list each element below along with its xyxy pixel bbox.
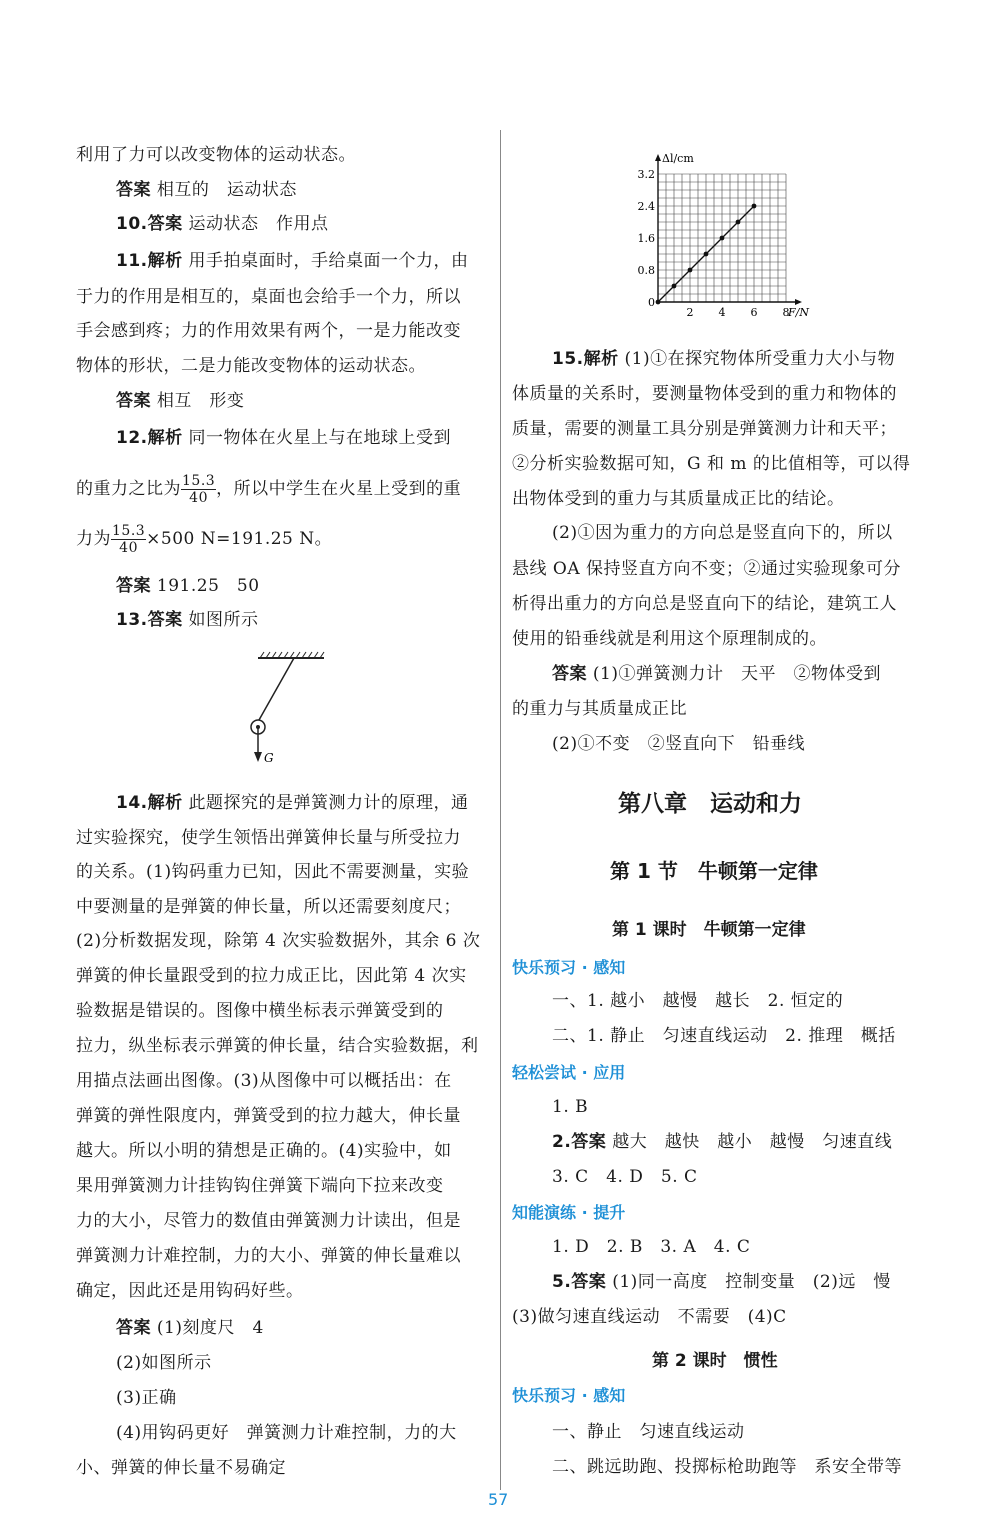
- fraction-denominator: 40: [189, 490, 208, 506]
- y-tick-label: 0.8: [637, 264, 655, 277]
- gravity-label: G: [264, 751, 274, 765]
- text-line: ②分析实验数据可知，G 和 m 的比值相等，可以得: [512, 454, 911, 474]
- text-line: 的重力与其质量成正比: [512, 699, 687, 719]
- text-line: 中要测量的是弹簧的伸长量，所以还需要刻度尺；: [76, 897, 461, 917]
- text-line: 3. C 4. D 5. C: [552, 1167, 698, 1187]
- q13-line: [116, 609, 259, 631]
- analysis-keyword: 解析: [147, 428, 183, 448]
- text-line: 一、1. 越小 越慢 越长 2. 恒定的: [552, 991, 844, 1011]
- analysis-text: 同一物体在火星上与在地球上受到: [188, 428, 452, 448]
- answer-text: 运动状态 作用点: [188, 214, 329, 234]
- text-line: 弹簧的弹性限度内，弹簧受到的拉力越大，伸长量: [76, 1106, 461, 1126]
- text-line: (2)①不变 ②竖直向下 铅垂线: [552, 734, 806, 754]
- text-line: 1. D 2. B 3. A 4. C: [552, 1237, 751, 1257]
- answer-text: (1)①弹簧测力计 天平 ②物体受到: [592, 664, 881, 684]
- extension-force-graph: [637, 150, 810, 325]
- data-point: [704, 252, 709, 257]
- section-title: 第 1 节 牛顿第一定律: [610, 859, 818, 883]
- text-line: 出物体受到的重力与其质量成正比的结论。: [512, 489, 845, 509]
- y-tick-label: 1.6: [637, 232, 655, 245]
- lesson-title: 第 1 课时 牛顿第一定律: [612, 920, 806, 940]
- fraction: [181, 473, 216, 506]
- text-line: 析得出重力的方向总是竖直向下的结论，建筑工人: [512, 594, 897, 614]
- x-axis-arrow: [795, 299, 802, 305]
- question-number: 13.: [116, 610, 148, 630]
- result-line: [76, 522, 332, 556]
- answer-line: [116, 179, 297, 201]
- fraction-denominator: 40: [119, 540, 138, 556]
- answer-line: [552, 663, 881, 685]
- answer-keyword: 答案: [147, 610, 183, 630]
- text-line: (2)如图所示: [116, 1353, 212, 1373]
- text-line: 力的大小，尽管力的数值由弹簧测力计读出，但是: [76, 1211, 461, 1231]
- answer-keyword: 答案: [116, 576, 151, 596]
- answer-keyword: 答案: [571, 1132, 607, 1152]
- x-tick-label: 4: [718, 306, 726, 319]
- text-line: 一、静止 匀速直线运动: [552, 1422, 745, 1442]
- text-segment: 的重力之比为: [76, 479, 181, 499]
- column-divider: [500, 130, 501, 1490]
- text-line: 手会感到疼；力的作用效果有两个，一是力能改变: [76, 321, 461, 341]
- text-line: 小、弹簧的伸长量不易确定: [76, 1458, 286, 1478]
- text-line: 质量，需要的测量工具分别是弹簧测力计和天平；: [512, 419, 897, 439]
- answer-text: (1)同一高度 控制变量 (2)远 慢: [612, 1272, 891, 1292]
- answer-text: 越大 越快 越小 越慢 匀速直线: [612, 1132, 893, 1152]
- text-segment: ，所以中学生在火星上受到的重: [216, 479, 462, 499]
- y-axis-label: Δl/cm: [662, 152, 694, 165]
- x-axis-label: F/N: [788, 306, 809, 319]
- text-line: (2)分析数据发现，除第 4 次实验数据外，其余 6 次: [76, 931, 481, 951]
- text-line: (4)用钩码更好 弹簧测力计难控制，力的大: [116, 1423, 457, 1443]
- data-point: [672, 284, 677, 289]
- text-line: 二、跳远助跑、投掷标枪助跑等 系安全带等: [552, 1457, 902, 1477]
- analysis-text: 用手拍桌面时，手给桌面一个力，由: [188, 251, 469, 271]
- tag-preview: 快乐预习 · 感知: [512, 1386, 626, 1405]
- analysis-text: 此题探究的是弹簧测力计的原理，通: [188, 793, 469, 813]
- answer-line: [116, 575, 260, 597]
- answer-text: 相互的 运动状态: [156, 180, 297, 200]
- text-line: 拉力，纵坐标表示弹簧的伸长量，结合实验数据，利: [76, 1036, 479, 1056]
- question-number: 12.: [116, 428, 148, 448]
- x-tick-label: 8: [782, 306, 790, 319]
- q14-line: [116, 792, 469, 814]
- x-tick-label: 6: [750, 306, 758, 319]
- text-line: 确定，因此还是用钩码好些。: [76, 1281, 304, 1301]
- answer-keyword: 答案: [147, 214, 183, 234]
- q12-line: [116, 427, 451, 449]
- text-line: 弹簧测力计难控制，力的大小、弹簧的伸长量难以: [76, 1246, 461, 1266]
- y-tick-label: 0: [648, 296, 655, 309]
- string-line: [259, 658, 294, 720]
- text-line: 1. B: [552, 1097, 589, 1117]
- question-number: 2.: [552, 1132, 572, 1152]
- text-line: 用描点法画出图像。(3)从图像中可以概括出：在: [76, 1071, 452, 1091]
- data-point: [720, 236, 725, 241]
- answer-text: 191.25 50: [156, 576, 260, 596]
- text-line: 越大。所以小明的猜想是正确的。(4)实验中，如: [76, 1141, 452, 1161]
- arrow-head: [254, 752, 262, 762]
- answer-keyword: 答案: [552, 664, 587, 684]
- text-line: 过实验探究，使学生领悟出弹簧伸长量与所受拉力: [76, 828, 461, 848]
- y-axis-arrow: [655, 154, 661, 161]
- text-line: 利用了力可以改变物体的运动状态。: [76, 145, 356, 165]
- answer-keyword: 答案: [116, 180, 151, 200]
- lesson-title: 第 2 课时 惯性: [652, 1351, 778, 1371]
- fraction-numerator: 15.3: [112, 523, 146, 539]
- x-tick-label: 2: [686, 306, 694, 319]
- fraction: [111, 523, 146, 556]
- question-number: 11.: [116, 251, 148, 271]
- question-number: 5.: [552, 1272, 572, 1292]
- analysis-text: (1)①在探究物体所受重力大小与物: [624, 349, 896, 369]
- pendulum-figure: [256, 650, 336, 770]
- text-line: 弹簧的伸长量跟受到的拉力成正比，因此第 4 次实: [76, 966, 467, 986]
- fraction-numerator: 15.3: [182, 473, 216, 489]
- text-line: 物体的形状，二是力能改变物体的运动状态。: [76, 356, 426, 376]
- data-point: [656, 300, 661, 305]
- text-line: 使用的铅垂线就是利用这个原理制成的。: [512, 629, 827, 649]
- answer-text: 相互 形变: [156, 391, 245, 411]
- analysis-keyword: 解析: [147, 793, 183, 813]
- analysis-keyword: 解析: [583, 349, 619, 369]
- answer-line: [116, 1317, 264, 1339]
- text-line: 二、1. 静止 匀速直线运动 2. 推理 概括: [552, 1026, 896, 1046]
- text-segment: 力为: [76, 529, 111, 549]
- answer-line: [116, 390, 244, 412]
- text-line: (3)做匀速直线运动 不需要 (4)C: [512, 1307, 787, 1327]
- page-number: 57: [488, 1490, 509, 1509]
- data-point: [752, 204, 757, 209]
- q10-line: [116, 213, 329, 235]
- text-line: 果用弹簧测力计挂钩钩住弹簧下端向下拉来改变: [76, 1176, 444, 1196]
- question-number: 15.: [552, 349, 584, 369]
- answer-text: (1)刻度尺 4: [156, 1318, 264, 1338]
- tag-practice: 知能演练 · 提升: [512, 1203, 626, 1222]
- answer-keyword: 答案: [116, 1318, 151, 1338]
- chapter-title: 第八章 运动和力: [618, 791, 802, 817]
- tag-preview: 快乐预习 · 感知: [512, 958, 626, 977]
- q11-line: [116, 250, 469, 272]
- answer-text: 如图所示: [188, 610, 259, 630]
- question-number: 10.: [116, 214, 148, 234]
- analysis-keyword: 解析: [147, 251, 183, 271]
- tag-try: 轻松尝试 · 应用: [512, 1063, 626, 1082]
- data-point: [688, 268, 693, 273]
- text-line: (2)①因为重力的方向总是竖直向下的，所以: [552, 523, 893, 543]
- text-line: 悬线 OA 保持竖直方向不变；②通过实验现象可分: [512, 559, 902, 579]
- answer-line: [552, 1271, 891, 1293]
- ratio-line: [76, 472, 461, 506]
- answer-keyword: 答案: [571, 1272, 607, 1292]
- data-point: [736, 220, 741, 225]
- answer-line: [552, 1131, 892, 1153]
- q15-line: [552, 348, 895, 370]
- answer-keyword: 答案: [116, 391, 151, 411]
- text-line: 于力的作用是相互的，桌面也会给手一个力，所以: [76, 287, 461, 307]
- text-line: (3)正确: [116, 1388, 177, 1408]
- question-number: 14.: [116, 793, 148, 813]
- text-segment: ×500 N=191.25 N。: [146, 529, 333, 549]
- text-line: 的关系。(1)钩码重力已知，因此不需要测量，实验: [76, 862, 470, 882]
- y-tick-label: 3.2: [637, 168, 655, 181]
- text-line: 体质量的关系时，要测量物体受到的重力和物体的: [512, 384, 897, 404]
- text-line: 验数据是错误的。图像中横坐标表示弹簧受到的: [76, 1001, 444, 1021]
- y-tick-label: 2.4: [637, 200, 655, 213]
